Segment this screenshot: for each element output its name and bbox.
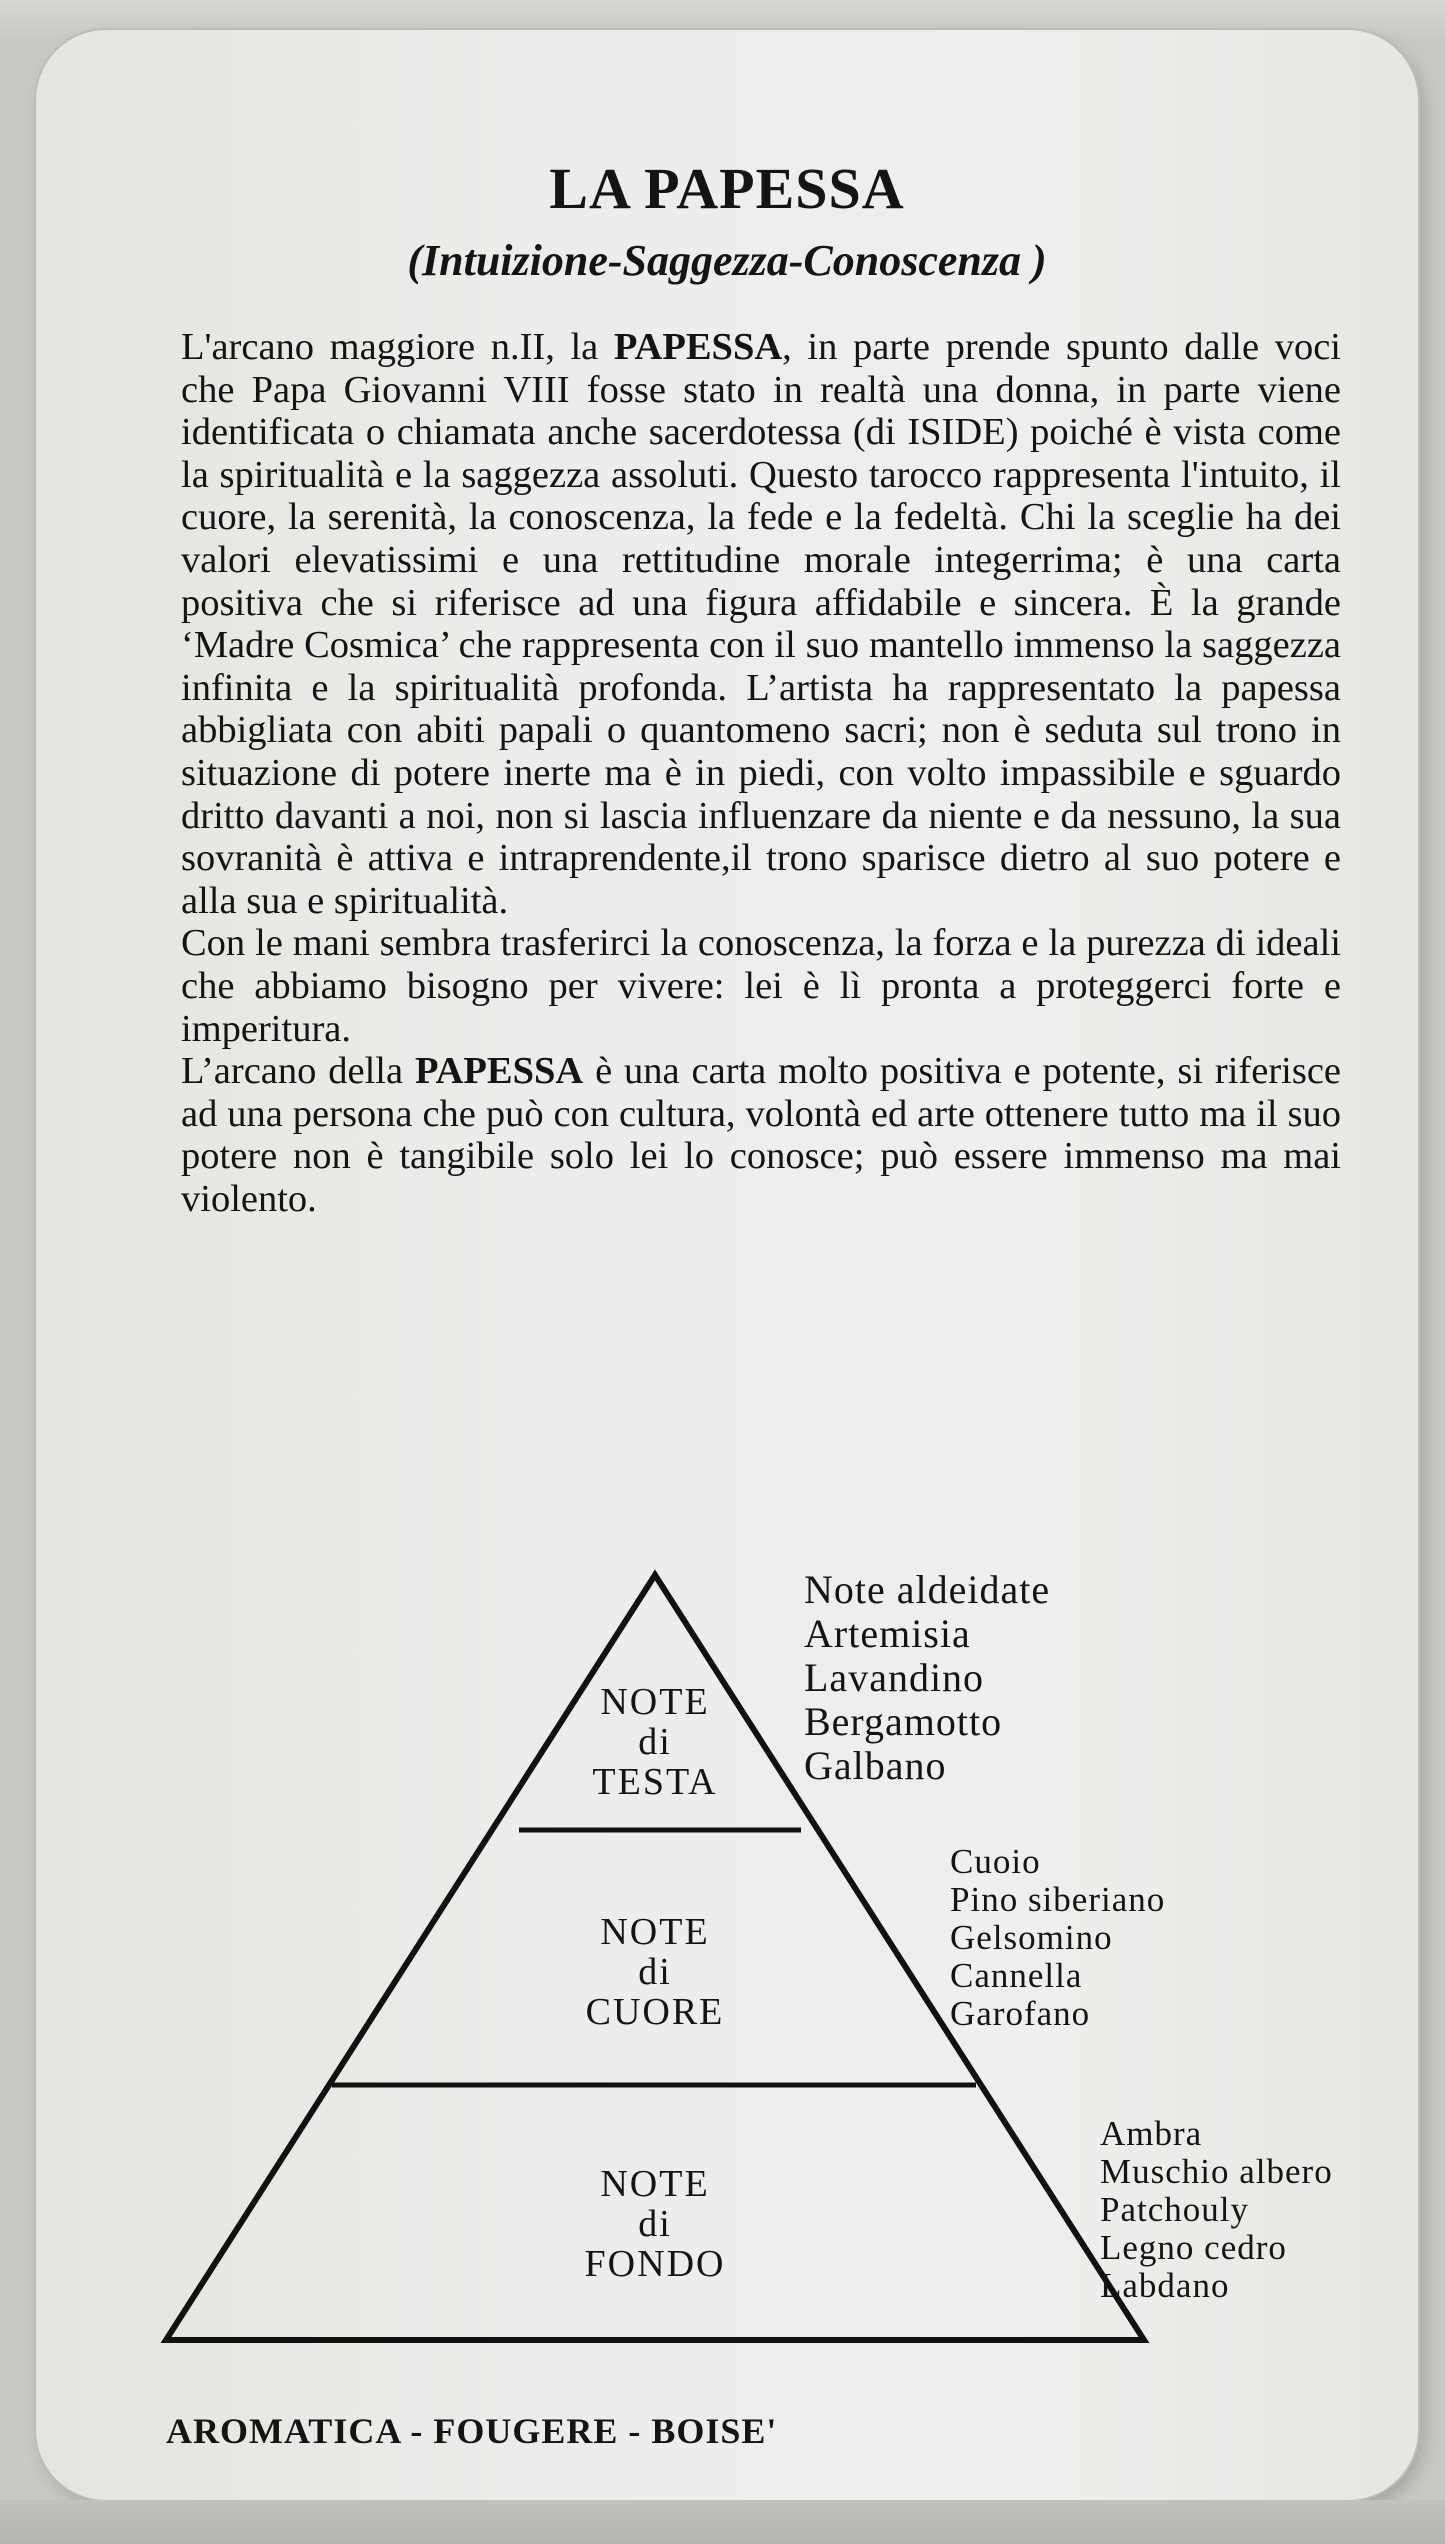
fragrance-family-footer: AROMATICA - FOUGERE - BOISE'	[166, 2411, 778, 2451]
notes-list-bottom	[1100, 2115, 1333, 2305]
note-item: Galbano	[804, 1743, 947, 1788]
note-item: Labdano	[1100, 2266, 1230, 2305]
note-item: Artemisia	[804, 1611, 971, 1656]
note-item: Note aldeidate	[804, 1567, 1051, 1612]
note-item: Legno cedro	[1100, 2228, 1287, 2267]
paragraph-3-lead: L’arcano della	[181, 1050, 415, 1093]
tier-label-top	[525, 1682, 785, 1802]
tier-bottom-line-1: NOTE	[600, 2163, 710, 2205]
tier-top-line-3: TESTA	[592, 1761, 718, 1803]
tier-top-line-1: NOTE	[600, 1681, 710, 1723]
card-subtitle: (Intuizione-Saggezza-Conoscenza )	[407, 236, 1047, 285]
tier-label-middle	[525, 1912, 785, 2032]
tier-middle-line-1: NOTE	[600, 1911, 710, 1953]
paragraph-1-name: PAPESSA	[613, 326, 783, 368]
tier-label-bottom	[525, 2164, 785, 2284]
tarot-card	[36, 30, 1418, 2500]
background-bottom	[0, 2500, 1445, 2544]
note-item: Muschio albero	[1100, 2152, 1333, 2191]
tier-bottom-line-3: FONDO	[584, 2243, 726, 2285]
paragraph-1-lead: L'arcano maggiore n.II, la	[181, 326, 614, 368]
note-item: Cuoio	[950, 1842, 1041, 1881]
tier-middle-line-2: di	[638, 1951, 672, 1993]
paragraph-1-rest: , in parte prende spunto dalle voci che Papa Giovanni VIII fosse stato in realtà una donna, in parte viene identificata o chiamata anche sacerdotessa (di ISIDE) poiché è vista come la spiritualità e la saggezza assoluti. Questo tarocco rappresenta l'intuito, il cuore, la serenità, la conoscenza, la fede e la fedeltà. Chi la sceglie ha dei valori elevatissimi e una rettitudine morale integerrima; è una carta positiva che si riferisce ad una figura affidabile e sincera. È la grande ‘Madre Cosmica’ che rappresenta con il suo mantello immenso la saggezza infinita e la spiritualità profonda. L’artista ha rappresentato la papessa abbigliata con abiti papali o quantomeno sacri; non è seduta sul trono in situazione di potere inerte ma è in piedi, con volto impassibile e sguardo dritto davanti a noi, non si lascia influenzare da niente e da nessuno, la sua sovranità è attiva e intraprendente,il trono sparisce dietro al suo potere e alla sua e spiritualità.	[181, 326, 1341, 922]
note-item: Garofano	[950, 1994, 1091, 2033]
tier-bottom-line-2: di	[638, 2203, 672, 2245]
paragraph-3-rest: è una carta molto positiva e potente, si riferisce ad una persona che può con cultura, volontà ed arte ottenere tutto ma il suo potere non è tangibile solo lei lo conosce; può essere immenso ma mai violento.	[181, 1050, 1341, 1220]
description-paragraph-2: Con le mani sembra trasferirci la conoscenza, la forza e la purezza di ideali che abbiamo bisogno per vivere: lei è lì pronta a proteggerci forte e imperitura.	[181, 922, 1341, 1050]
paragraph-3-name: PAPESSA	[414, 1050, 584, 1093]
note-item: Cannella	[950, 1956, 1083, 1995]
note-item: Bergamotto	[804, 1699, 1003, 1744]
card-title: LA PAPESSA	[549, 156, 905, 221]
note-item: Lavandino	[804, 1655, 985, 1700]
note-item: Gelsomino	[950, 1918, 1113, 1957]
notes-list-middle	[950, 1843, 1165, 2033]
tier-top-line-2: di	[638, 1721, 672, 1763]
note-item: Pino siberiano	[950, 1880, 1166, 1919]
tier-middle-line-3: CUORE	[585, 1991, 725, 2033]
note-item: Patchouly	[1100, 2190, 1249, 2229]
notes-list-top	[804, 1568, 1050, 1788]
note-item: Ambra	[1100, 2114, 1203, 2153]
